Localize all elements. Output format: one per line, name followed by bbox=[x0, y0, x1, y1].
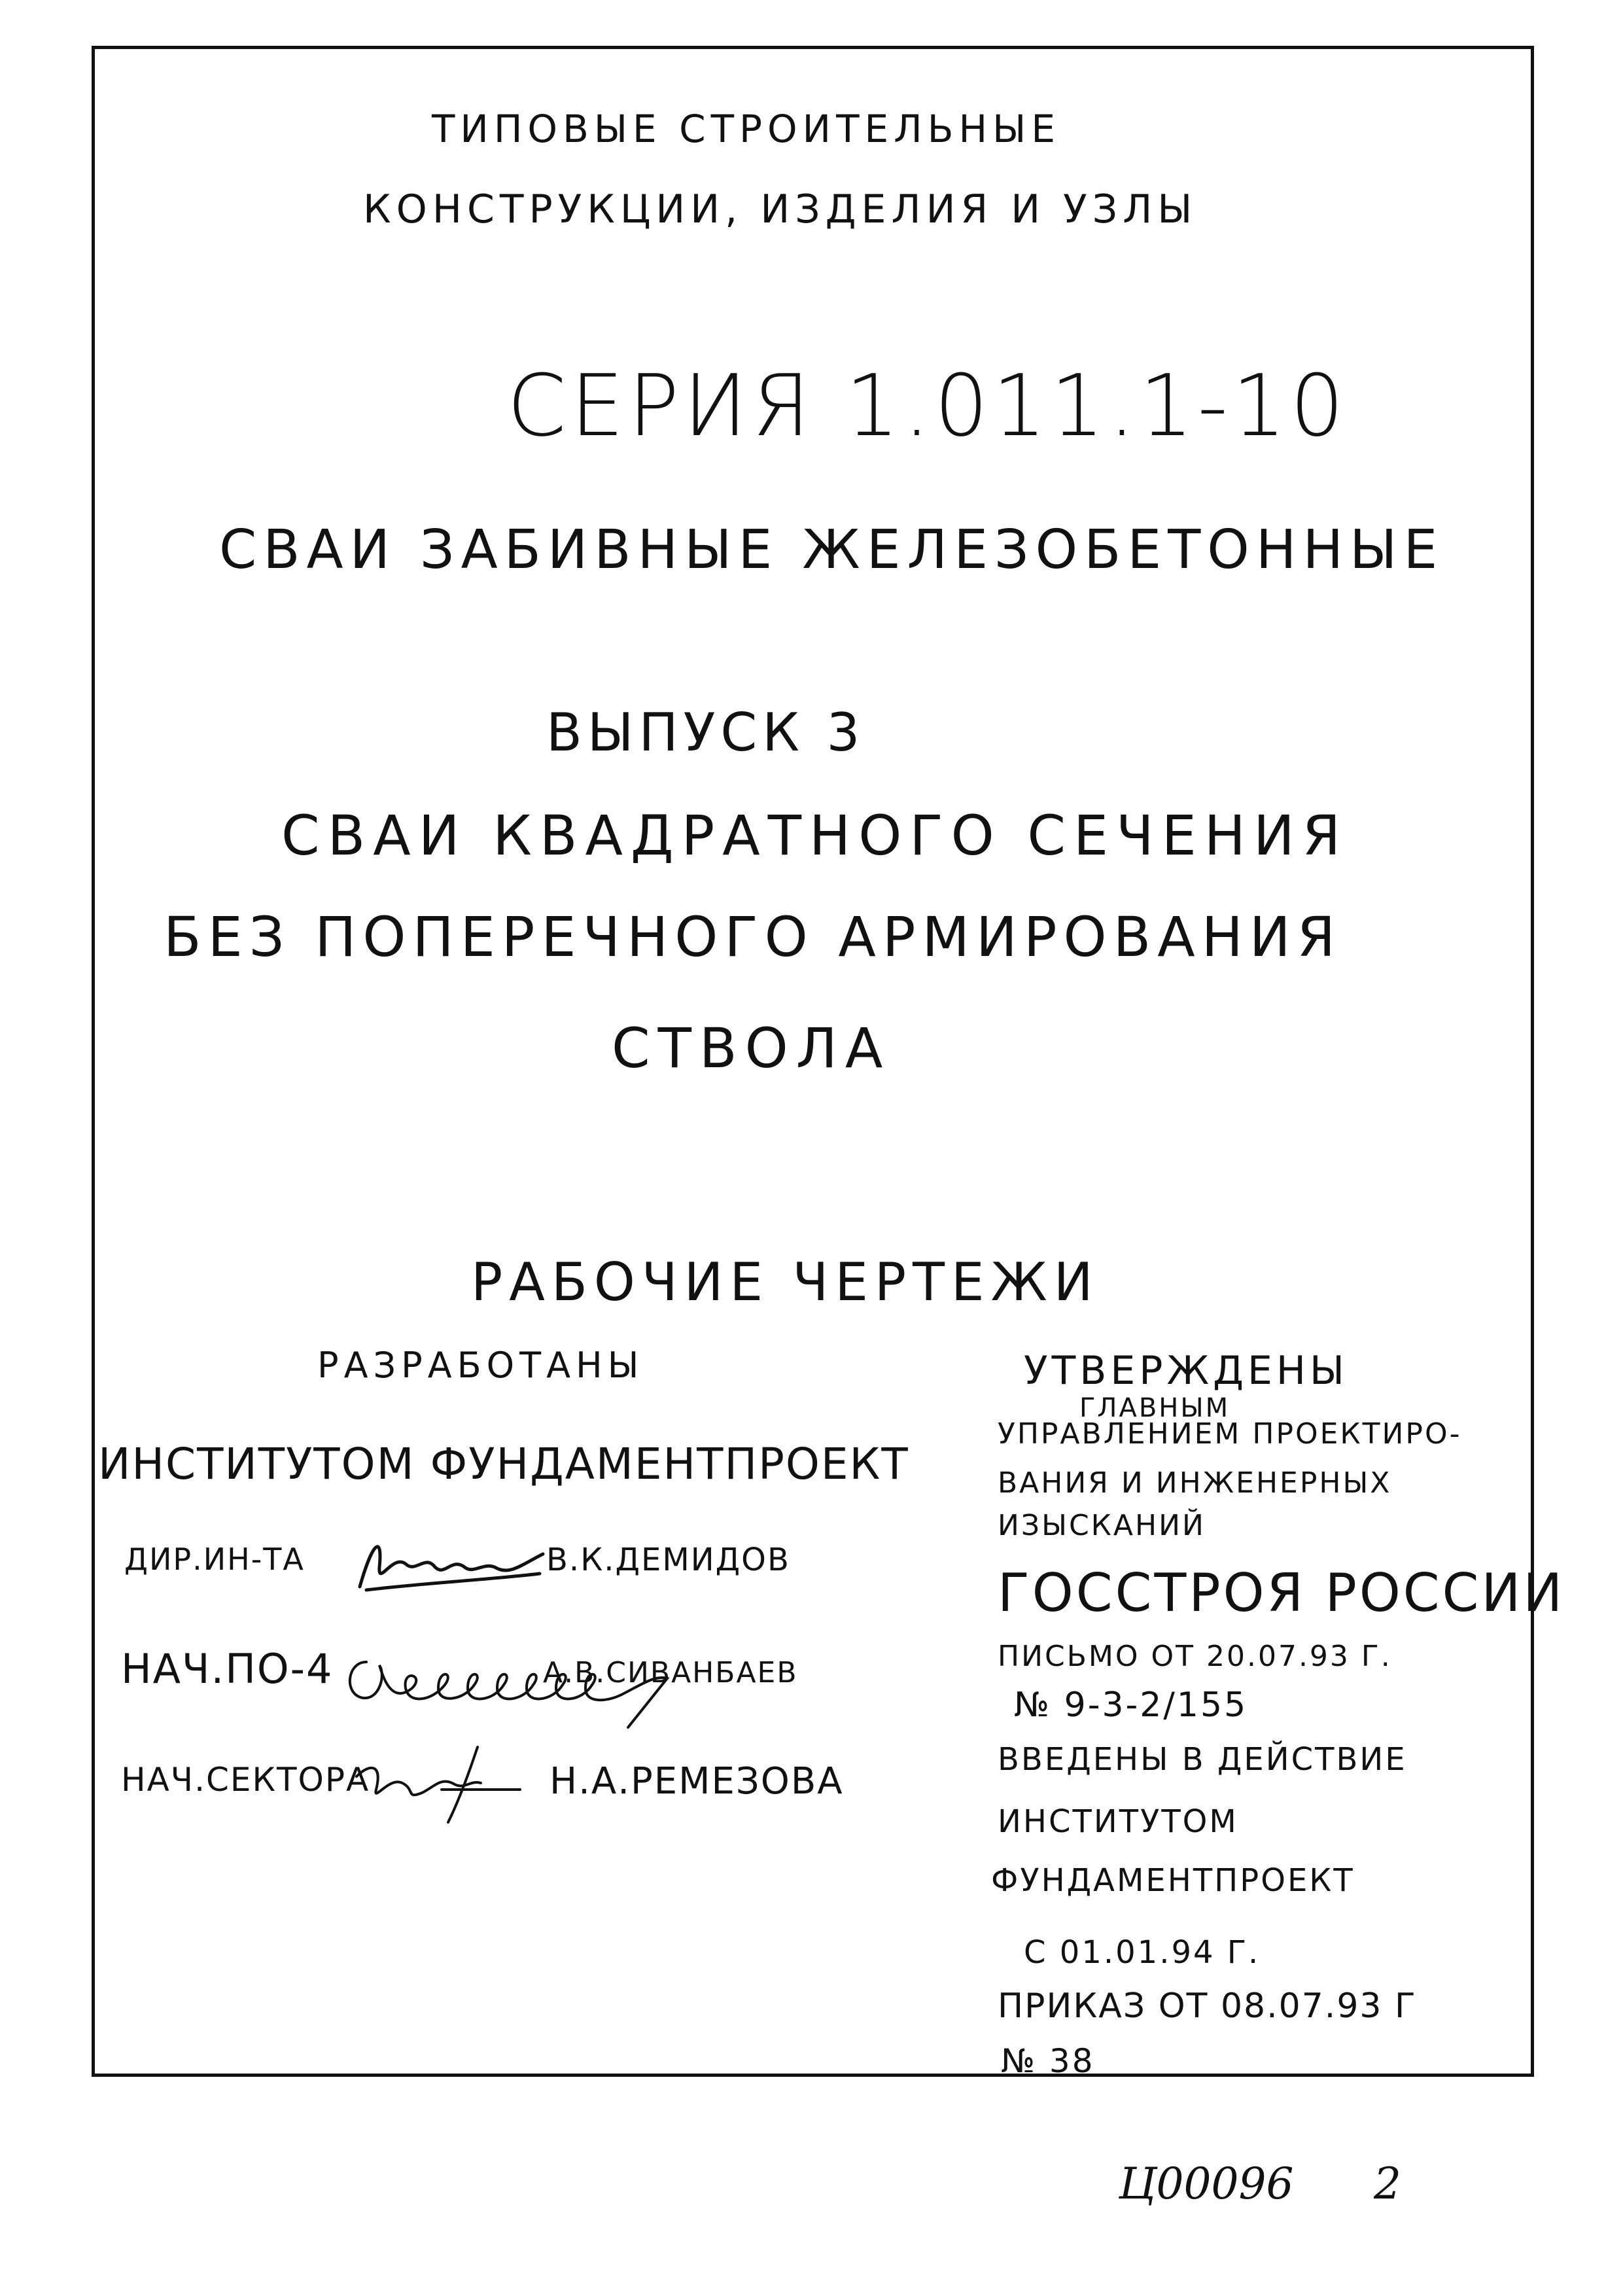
signature-director bbox=[353, 1528, 550, 1600]
issue-title-line-2: БЕЗ ПОПЕРЕЧНОГО АРМИРОВАНИЯ bbox=[164, 905, 1342, 969]
approving-organization: ГОССТРОЯ РОССИИ bbox=[998, 1563, 1565, 1623]
signer-role-sector-head: НАЧ.СЕКТОРА bbox=[121, 1761, 370, 1799]
signer-role-director: ДИР.ИН-ТА bbox=[124, 1542, 305, 1577]
approval-letter-number: № 9-3-2/155 bbox=[1014, 1686, 1248, 1725]
signer-name-head-po4: А.В.СИВАНБАЕВ bbox=[543, 1656, 798, 1689]
signature-sector-head bbox=[343, 1737, 527, 1829]
approved-line-4: ИЗЫСКАНИЙ bbox=[998, 1509, 1206, 1542]
approved-heading: УТВЕРЖДЕНЫ bbox=[1024, 1348, 1348, 1394]
developer-institute: ИНСТИТУТОМ ФУНДАМЕНТПРОЕКТ bbox=[98, 1439, 909, 1489]
issue-title-line-3: СТВОЛА bbox=[612, 1016, 891, 1080]
order-reference: ПРИКАЗ ОТ 08.07.93 Г bbox=[998, 1987, 1417, 2026]
approved-line-3: ВАНИЯ И ИНЖЕНЕРНЫХ bbox=[998, 1466, 1392, 1500]
enactment-date: С 01.01.94 Г. bbox=[1024, 1934, 1261, 1971]
enacted-organization: ФУНДАМЕНТПРОЕКТ bbox=[991, 1862, 1355, 1899]
signer-name-sector-head: Н.А.РЕМЕЗОВА bbox=[550, 1760, 844, 1803]
header-line-2: КОНСТРУКЦИИ, ИЗДЕЛИЯ И УЗЛЫ bbox=[363, 186, 1198, 232]
signer-role-head-po4: НАЧ.ПО-4 bbox=[121, 1645, 334, 1693]
enacted-label: ВВЕДЕНЫ В ДЕЙСТВИЕ bbox=[998, 1741, 1407, 1778]
approved-line-2: УПРАВЛЕНИЕМ ПРОЕКТИРО- bbox=[998, 1417, 1462, 1451]
document-type: РАБОЧИЕ ЧЕРТЕЖИ bbox=[471, 1252, 1100, 1313]
issue-label: ВЫПУСК 3 bbox=[546, 702, 865, 763]
enacted-by: ИНСТИТУТОМ bbox=[998, 1803, 1238, 1840]
document-code: Ц00096 bbox=[1119, 2159, 1294, 2209]
sheet-number: 2 bbox=[1374, 2159, 1401, 2209]
signer-name-director: В.К.ДЕМИДОВ bbox=[546, 1542, 790, 1578]
issue-title-line-1: СВАИ КВАДРАТНОГО СЕЧЕНИЯ bbox=[281, 804, 1349, 868]
approval-letter: ПИСЬМО ОТ 20.07.93 Г. bbox=[998, 1640, 1392, 1673]
developed-heading: РАЗРАБОТАНЫ bbox=[317, 1345, 644, 1386]
subject-title: СВАИ ЗАБИВНЫЕ ЖЕЛЕЗОБЕТОННЫЕ bbox=[219, 519, 1444, 581]
approved-line-1: ГЛАВНЫМ bbox=[1079, 1393, 1230, 1423]
header-line-1: ТИПОВЫЕ СТРОИТЕЛЬНЫЕ bbox=[432, 107, 1060, 151]
series-number: СЕРИЯ 1.011.1-10 bbox=[507, 356, 1348, 455]
order-number: № 38 bbox=[1001, 2042, 1095, 2080]
